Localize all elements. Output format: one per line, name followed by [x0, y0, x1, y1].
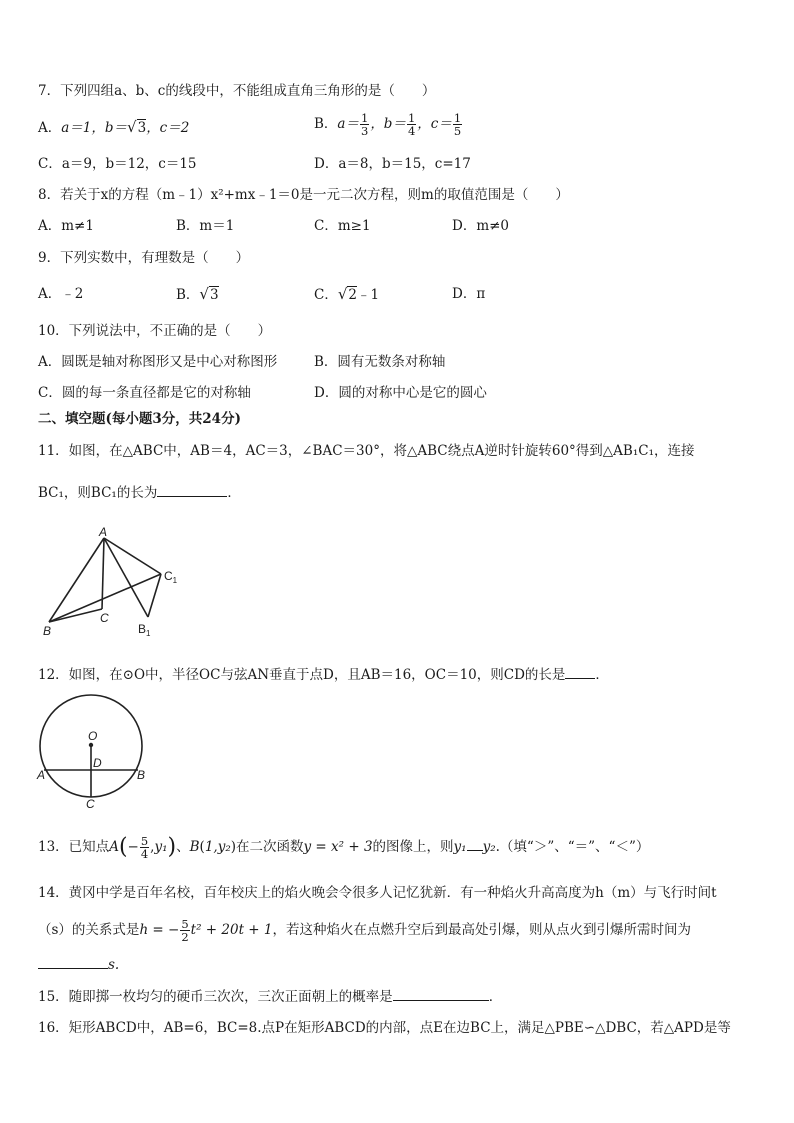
section-heading: 二、填空题(每小题3分，共24分)	[38, 411, 241, 427]
q15-stem: 15．随即掷一枚均匀的硬币三次次，三次正面朝上的概率是 ．	[38, 989, 503, 1005]
q7-option-d: D．a＝8，b＝15，c=17	[314, 156, 471, 172]
q14-line2: （s）的关系式是h = − $\frac{5}{2}$ t² + 20t + 1，若这种焰火在点燃升空后到最高处引爆，则从点火到引爆所需时间为	[38, 917, 691, 944]
q8-option-d: D．m≠0	[452, 218, 510, 234]
q13-stem: 13．已知点A(− $\frac{5}{4}$ ,y₁)、B(1,y₂)在二次函数y = x² + 3的图像上，则y₁ y₂.（填“＞”、“＝”、“＜”）	[38, 834, 650, 861]
q10-option-d: D．圆的对称中心是它的圆心	[314, 385, 487, 401]
q11-label-c1: $C_1$	[164, 569, 178, 585]
q10-option-c: C．圆的每一条直径都是它的对称轴	[38, 385, 251, 401]
q12-label-a: A	[37, 768, 46, 782]
q11-figure	[38, 522, 198, 644]
q8-option-b: B．m＝1	[176, 218, 235, 234]
q9-option-c: C．√2﹣1	[314, 285, 380, 303]
q14-line3: s.	[38, 955, 119, 975]
q8-option-a: A．m≠1	[38, 218, 94, 234]
q14-line1: 14．黄冈中学是百年名校，百年校庆上的焰火晚会令很多人记忆犹新．有一种焰火升高高度为h（m）与飞行时间t	[38, 885, 717, 901]
q8-stem: 8．若关于x的方程（m﹣1）x²+mx﹣1＝0是一元二次方程，则m的取值范围是（ ）	[38, 187, 569, 203]
q8-option-c: C．m≥1	[314, 218, 371, 234]
q11-line2: BC₁，则BC₁的长为 ．	[38, 485, 241, 501]
q9-option-a: A．﹣2	[38, 286, 84, 302]
q7-stem: 7．下列四组a、b、c的线段中，不能组成直角三角形的是（ ）	[38, 83, 436, 99]
q10-option-b: B．圆有无数条对称轴	[314, 354, 446, 370]
q10-option-a: A．圆既是轴对称图形又是中心对称图形	[38, 354, 278, 370]
q12-stem: 12．如图，在⊙O中，半径OC与弦AN垂直于点D，且AB＝16，OC＝10，则CD的长是 ．	[38, 667, 609, 683]
q7-option-b: B．a＝ $\frac{1}{3}$ ，b＝ $\frac{1}{4}$ ，c＝ $\frac{1}{5}$	[314, 111, 462, 138]
q12-label-c: C	[86, 797, 95, 810]
q9-stem: 9．下列实数中，有理数是（ ）	[38, 250, 250, 266]
q11-label-a: A	[99, 525, 108, 539]
q16-stem: 16．矩形ABCD中，AB=6，BC=8.点P在矩形ABCD的内部，点E在边BC上，满足△PBE∽△DBC，若△APD是等	[38, 1020, 731, 1036]
q9-option-b: B．√3	[176, 285, 219, 303]
q9-option-d: D．π	[452, 286, 486, 302]
q11-label-b: B	[43, 624, 52, 638]
q11-label-c: C	[100, 611, 109, 625]
q12-figure	[34, 694, 148, 810]
q11-label-b1: $B_1$	[138, 622, 151, 638]
q12-label-d: D	[93, 756, 102, 770]
q7-option-c: C．a＝9，b＝12，c＝15	[38, 156, 197, 172]
q7-option-a: A．a＝1，b＝√3，c＝2	[38, 118, 190, 136]
q12-label-b: B	[137, 768, 146, 782]
q12-label-o: O	[88, 729, 98, 743]
q11-line1: 11．如图，在△ABC中，AB＝4，AC＝3，∠BAC＝30°，将△ABC绕点A逆时针旋转60°得到△AB₁C₁，连接	[38, 443, 695, 459]
q10-stem: 10．下列说法中，不正确的是（ ）	[38, 323, 272, 339]
